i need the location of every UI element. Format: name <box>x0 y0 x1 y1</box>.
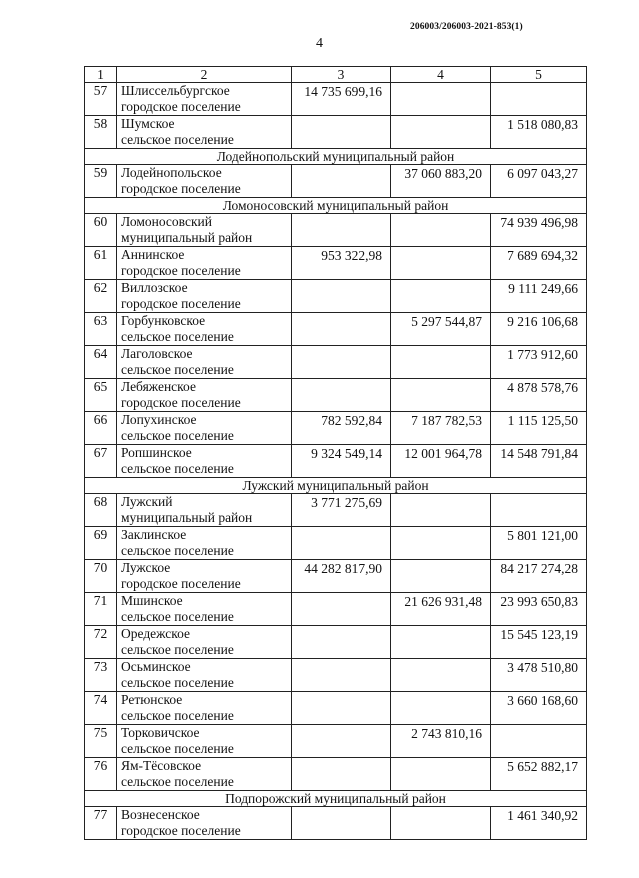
municipality-name-line1: Заклинское <box>121 527 187 542</box>
municipality-name-line1: Осьминское <box>121 659 191 674</box>
amount-col3 <box>292 692 391 725</box>
municipality-name <box>117 116 292 149</box>
municipality-name-line2: муниципальный район <box>121 229 253 245</box>
municipality-name-line2: сельское поселение <box>121 328 234 344</box>
table-row <box>85 445 587 478</box>
amount-col4 <box>391 626 491 659</box>
municipality-name <box>117 494 292 527</box>
row-number: 60 <box>85 214 117 247</box>
amount-col3 <box>292 659 391 692</box>
amount-col4 <box>391 494 491 527</box>
municipality-name <box>117 346 292 379</box>
amount-col4: 2 743 810,16 <box>391 725 491 758</box>
municipality-name <box>117 807 292 840</box>
municipality-name-line2: городское поселение <box>121 575 241 591</box>
row-number: 73 <box>85 659 117 692</box>
municipality-name-line1: Горбунковское <box>121 313 206 328</box>
column-header: 5 <box>491 67 587 83</box>
municipality-name-line1: Лебяженское <box>121 379 196 394</box>
amount-col5: 3 478 510,80 <box>491 659 587 692</box>
amount-col3: 3 771 275,69 <box>292 494 391 527</box>
municipality-name-line1: Шумское <box>121 116 175 131</box>
municipality-name <box>117 214 292 247</box>
table-row <box>85 412 587 445</box>
section-header-row <box>85 478 587 494</box>
amount-col4 <box>391 659 491 692</box>
district-title: Ломоносовский муниципальный район <box>85 198 587 214</box>
amount-col4: 5 297 544,87 <box>391 313 491 346</box>
district-title: Подпорожский муниципальный район <box>85 791 587 807</box>
table-row <box>85 758 587 791</box>
section-header-row <box>85 149 587 165</box>
amount-col3: 782 592,84 <box>292 412 391 445</box>
municipality-name-line2: сельское поселение <box>121 427 234 443</box>
row-number: 59 <box>85 165 117 198</box>
amount-col4: 21 626 931,48 <box>391 593 491 626</box>
amount-col3: 9 324 549,14 <box>292 445 391 478</box>
municipality-name-line2: сельское поселение <box>121 674 234 690</box>
municipality-name <box>117 313 292 346</box>
amount-col5: 1 773 912,60 <box>491 346 587 379</box>
amount-col4: 12 001 964,78 <box>391 445 491 478</box>
amount-col5: 7 689 694,32 <box>491 247 587 280</box>
table-row <box>85 379 587 412</box>
amount-col3 <box>292 758 391 791</box>
amount-col3 <box>292 626 391 659</box>
table-row <box>85 593 587 626</box>
municipality-name-line2: сельское поселение <box>121 773 234 789</box>
municipality-name-line1: Лодейнопольское <box>121 165 222 180</box>
amount-col5: 84 217 274,28 <box>491 560 587 593</box>
amount-col4 <box>391 807 491 840</box>
municipality-name <box>117 527 292 560</box>
municipality-name-line2: сельское поселение <box>121 641 234 657</box>
municipality-name-line2: сельское поселение <box>121 131 234 147</box>
column-header: 3 <box>292 67 391 83</box>
amount-col4 <box>391 247 491 280</box>
amount-col4 <box>391 346 491 379</box>
amount-col3 <box>292 593 391 626</box>
amount-col4: 37 060 883,20 <box>391 165 491 198</box>
amount-col5 <box>491 725 587 758</box>
municipality-name <box>117 412 292 445</box>
row-number: 77 <box>85 807 117 840</box>
table-row <box>85 659 587 692</box>
row-number: 63 <box>85 313 117 346</box>
municipality-name-line2: сельское поселение <box>121 460 234 476</box>
amount-col3 <box>292 313 391 346</box>
row-number: 64 <box>85 346 117 379</box>
municipality-name <box>117 626 292 659</box>
amount-col5: 23 993 650,83 <box>491 593 587 626</box>
amount-col4: 7 187 782,53 <box>391 412 491 445</box>
table-row <box>85 527 587 560</box>
municipality-name <box>117 280 292 313</box>
row-number: 70 <box>85 560 117 593</box>
table-row <box>85 313 587 346</box>
table-row <box>85 280 587 313</box>
row-number: 62 <box>85 280 117 313</box>
amount-col3 <box>292 379 391 412</box>
row-number: 66 <box>85 412 117 445</box>
amount-col5: 1 518 080,83 <box>491 116 587 149</box>
table-row <box>85 214 587 247</box>
amount-col5: 9 111 249,66 <box>491 280 587 313</box>
municipality-name <box>117 83 292 116</box>
table-row <box>85 247 587 280</box>
municipality-name-line1: Шлиссельбургское <box>121 83 230 98</box>
municipality-name-line2: городское поселение <box>121 295 241 311</box>
amount-col4 <box>391 560 491 593</box>
amount-col4 <box>391 527 491 560</box>
amount-col4 <box>391 214 491 247</box>
municipality-name <box>117 593 292 626</box>
municipality-name-line1: Лаголовское <box>121 346 193 361</box>
amount-col4 <box>391 692 491 725</box>
municipality-name-line2: сельское поселение <box>121 361 234 377</box>
municipality-name <box>117 659 292 692</box>
table-row <box>85 560 587 593</box>
municipality-name-line1: Ретюнское <box>121 692 183 707</box>
amount-col3 <box>292 527 391 560</box>
district-title: Лодейнопольский муниципальный район <box>85 149 587 165</box>
municipality-name-line1: Торковичское <box>121 725 200 740</box>
municipality-name <box>117 725 292 758</box>
row-number: 75 <box>85 725 117 758</box>
municipality-name <box>117 165 292 198</box>
amount-col3 <box>292 214 391 247</box>
municipality-name <box>117 560 292 593</box>
amount-col3 <box>292 165 391 198</box>
municipality-name-line1: Виллозское <box>121 280 188 295</box>
document-id: 206003/206003-2021-853(1) <box>410 22 523 32</box>
municipality-name-line2: городское поселение <box>121 394 241 410</box>
amount-col3 <box>292 116 391 149</box>
municipality-name <box>117 379 292 412</box>
table-row <box>85 725 587 758</box>
amount-col5 <box>491 83 587 116</box>
municipality-name-line1: Ропшинское <box>121 445 192 460</box>
amount-col3: 14 735 699,16 <box>292 83 391 116</box>
amount-col4 <box>391 83 491 116</box>
amount-col3 <box>292 346 391 379</box>
municipality-name-line2: сельское поселение <box>121 542 234 558</box>
amount-col3 <box>292 280 391 313</box>
table-row <box>85 494 587 527</box>
table-row <box>85 346 587 379</box>
municipality-name <box>117 758 292 791</box>
amount-col4 <box>391 758 491 791</box>
municipality-name-line2: городское поселение <box>121 98 241 114</box>
amount-col5: 9 216 106,68 <box>491 313 587 346</box>
table-row <box>85 626 587 659</box>
row-number: 58 <box>85 116 117 149</box>
section-header-row <box>85 791 587 807</box>
amount-col5 <box>491 494 587 527</box>
municipality-name <box>117 692 292 725</box>
municipality-name-line2: сельское поселение <box>121 608 234 624</box>
amount-col5: 15 545 123,19 <box>491 626 587 659</box>
municipality-name-line1: Оредежское <box>121 626 191 641</box>
amount-col5: 4 878 578,76 <box>491 379 587 412</box>
municipality-name-line1: Лужский <box>121 494 173 509</box>
amount-col5: 3 660 168,60 <box>491 692 587 725</box>
municipality-name-line2: муниципальный район <box>121 509 253 525</box>
table-row <box>85 165 587 198</box>
amount-col5: 74 939 496,98 <box>491 214 587 247</box>
amount-col5: 1 115 125,50 <box>491 412 587 445</box>
municipality-name-line1: Аннинское <box>121 247 185 262</box>
amount-col3: 44 282 817,90 <box>292 560 391 593</box>
row-number: 69 <box>85 527 117 560</box>
amount-col3 <box>292 725 391 758</box>
amount-col4 <box>391 116 491 149</box>
row-number: 74 <box>85 692 117 725</box>
district-title: Лужский муниципальный район <box>85 478 587 494</box>
row-number: 76 <box>85 758 117 791</box>
amount-col5: 5 652 882,17 <box>491 758 587 791</box>
municipality-name-line1: Лужское <box>121 560 171 575</box>
amount-col4 <box>391 379 491 412</box>
row-number: 57 <box>85 83 117 116</box>
table-row <box>85 116 587 149</box>
row-number: 67 <box>85 445 117 478</box>
column-header: 2 <box>117 67 292 83</box>
municipality-name-line1: Ям-Тёсовское <box>121 758 202 773</box>
municipality-name-line1: Лопухинское <box>121 412 197 427</box>
table-header-row <box>85 67 587 83</box>
amount-col3 <box>292 807 391 840</box>
municipality-name-line1: Вознесенское <box>121 807 200 822</box>
table-row <box>85 807 587 840</box>
municipality-name-line2: городское поселение <box>121 180 241 196</box>
amount-col4 <box>391 280 491 313</box>
table-row <box>85 692 587 725</box>
municipality-name <box>117 247 292 280</box>
municipality-name-line2: сельское поселение <box>121 707 234 723</box>
municipality-name-line1: Мшинское <box>121 593 183 608</box>
amount-col5: 6 097 043,27 <box>491 165 587 198</box>
amount-col5: 1 461 340,92 <box>491 807 587 840</box>
municipality-name-line2: сельское поселение <box>121 740 234 756</box>
page-number: 4 <box>316 36 323 51</box>
amount-col5: 5 801 121,00 <box>491 527 587 560</box>
column-header: 4 <box>391 67 491 83</box>
municipality-name-line1: Ломоносовский <box>121 214 212 229</box>
column-header: 1 <box>85 67 117 83</box>
amount-col3: 953 322,98 <box>292 247 391 280</box>
row-number: 65 <box>85 379 117 412</box>
allocation-table <box>84 66 587 840</box>
row-number: 61 <box>85 247 117 280</box>
row-number: 68 <box>85 494 117 527</box>
municipality-name-line2: городское поселение <box>121 822 241 838</box>
municipality-name <box>117 445 292 478</box>
row-number: 71 <box>85 593 117 626</box>
section-header-row <box>85 198 587 214</box>
table-row <box>85 83 587 116</box>
amount-col5: 14 548 791,84 <box>491 445 587 478</box>
municipality-name-line2: городское поселение <box>121 262 241 278</box>
row-number: 72 <box>85 626 117 659</box>
